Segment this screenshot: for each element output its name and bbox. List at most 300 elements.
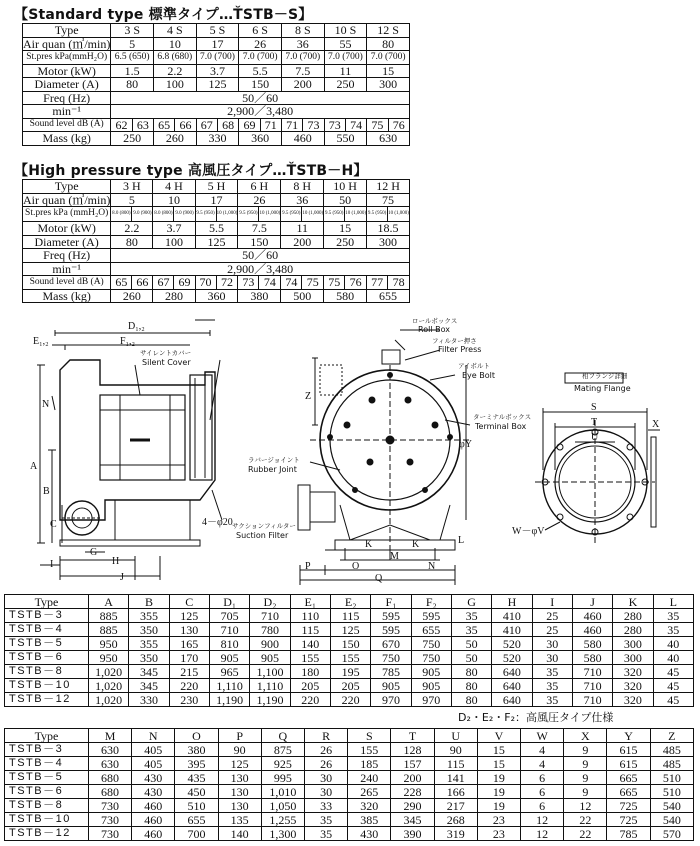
table-cell: 485 <box>650 743 693 757</box>
table-cell: 705 <box>209 609 249 623</box>
front-view <box>298 330 470 585</box>
column-header: N <box>132 729 175 743</box>
table-cell: 68 <box>217 118 238 132</box>
table-cell: 460 <box>132 813 175 827</box>
table-cell: 260 <box>153 132 196 146</box>
column-header: Type <box>5 595 89 609</box>
table-cell: 350 <box>129 623 169 637</box>
table-cell: 125 <box>169 609 209 623</box>
row-label: TSTB－3 <box>5 743 89 757</box>
table-row <box>5 637 694 651</box>
table-cell: 405 <box>132 743 175 757</box>
table-cell: 580 <box>572 637 612 651</box>
dim-f1-label: F₁,₂ <box>120 336 136 347</box>
table-cell: 7.5 <box>238 222 281 236</box>
table-cell: 170 <box>169 651 209 665</box>
row-label: Motor (kW) <box>23 64 111 78</box>
table-cell: 1,100 <box>250 665 290 679</box>
table-cell: 700 <box>175 827 218 841</box>
column-header: R <box>305 729 348 743</box>
table-cell: 330 <box>129 693 169 707</box>
dim-s-label: S <box>591 402 597 413</box>
table-cell: 395 <box>175 757 218 771</box>
dim-z-label: Z <box>305 391 312 402</box>
table-cell: 30 <box>532 637 572 651</box>
table-cell: 195 <box>330 665 370 679</box>
table-cell: 710 <box>250 609 290 623</box>
table-cell: 280 <box>153 289 195 303</box>
dim-o-label: O <box>352 561 360 572</box>
column-header: F₂ <box>411 595 451 609</box>
table-cell: 128 <box>391 743 434 757</box>
row-label: Mass (kg) <box>23 132 111 146</box>
table-cell: 320 <box>613 693 653 707</box>
table-cell: 320 <box>348 799 391 813</box>
table-cell: 665 <box>607 771 650 785</box>
table-cell: 460 <box>572 623 612 637</box>
table-cell: 25 <box>532 623 572 637</box>
table-cell: 140 <box>290 637 330 651</box>
table-cell: 10 (1,000) <box>388 207 410 222</box>
table-cell: 15 <box>477 757 520 771</box>
suction-filter-label: Suction Filter <box>236 531 289 540</box>
column-header: K <box>613 595 653 609</box>
table-cell: 80 <box>111 235 153 249</box>
column-header: M <box>88 729 131 743</box>
table-cell: 12 <box>521 827 564 841</box>
table-cell: 115 <box>290 623 330 637</box>
table-cell: 100 <box>153 235 195 249</box>
table-cell: 430 <box>132 771 175 785</box>
table-cell: 75 <box>302 276 324 290</box>
table-cell: 17 <box>195 193 238 207</box>
table-cell: 300 <box>613 651 653 665</box>
row-label: Mass (kg) <box>23 289 111 303</box>
standard-heading: 【Standard type 標準タイプ…ŤSTB－S】 <box>14 7 313 23</box>
dim-g-label: G <box>90 547 98 558</box>
table-cell: 7.0 (700) <box>196 51 239 65</box>
dim-t-label: T <box>591 417 598 428</box>
table-cell: 360 <box>195 289 238 303</box>
table-cell: 885 <box>88 623 128 637</box>
row-label: Diameter (A) <box>23 78 111 92</box>
table-cell: 435 <box>175 771 218 785</box>
table-cell: 265 <box>348 785 391 799</box>
dim-k-left-label: K <box>365 539 373 550</box>
table-cell: 905 <box>411 665 451 679</box>
dim-x-label: X <box>652 419 660 430</box>
table-cell: 1,050 <box>261 799 304 813</box>
table-cell: 10 S <box>324 24 367 38</box>
table-cell: 9.5 (950) <box>324 207 345 222</box>
table-cell: 810 <box>209 637 249 651</box>
row-label: TSTB－6 <box>5 651 89 665</box>
table-cell: 50 <box>451 651 491 665</box>
table-cell: 65 <box>153 118 174 132</box>
table-cell: 380 <box>238 289 281 303</box>
table-cell: 615 <box>607 757 650 771</box>
dim-u-label: U <box>591 432 599 443</box>
table-cell: 69 <box>174 276 195 290</box>
row-label: TSTB－12 <box>5 827 89 841</box>
table-cell: 1,255 <box>261 813 304 827</box>
table-cell: 15 <box>324 222 367 236</box>
dim-h-label: H <box>112 556 120 567</box>
row-label: TSTB－3 <box>5 609 89 623</box>
table-cell: 9.5 (950) <box>281 207 302 222</box>
rubber-joint-label: Rubber Joint <box>248 465 297 474</box>
table-cell: 1,190 <box>209 693 249 707</box>
table-cell: 655 <box>411 623 451 637</box>
table-cell: 1,020 <box>88 679 128 693</box>
row-label: Freq (Hz) <box>23 91 111 105</box>
table-cell: 140 <box>218 827 261 841</box>
table-cell: 300 <box>367 235 410 249</box>
table-cell: 9.0 (900) <box>174 207 195 222</box>
table-cell: 217 <box>434 799 477 813</box>
table-cell: 22 <box>564 813 607 827</box>
row-label: min⁻¹ <box>23 262 111 276</box>
dim-l-label: L <box>458 535 465 546</box>
table-cell: 10 <box>153 193 195 207</box>
row-label: TSTB－5 <box>5 771 89 785</box>
table-cell: 905 <box>209 651 249 665</box>
column-header: A <box>88 595 128 609</box>
table-cell: 500 <box>281 289 324 303</box>
table-cell: 2,900／3,480 <box>111 105 410 119</box>
table-cell: 905 <box>371 679 411 693</box>
table-cell: 55 <box>324 37 367 51</box>
table-cell: 71 <box>281 118 302 132</box>
column-header: V <box>477 729 520 743</box>
table-cell: 73 <box>303 118 324 132</box>
table-cell: 5.5 <box>239 64 282 78</box>
dim-c-label: C <box>50 519 57 530</box>
dim-a-label: A <box>30 461 38 472</box>
table-cell: 540 <box>650 799 693 813</box>
table-cell: 150 <box>330 637 370 651</box>
table-cell: 595 <box>371 623 411 637</box>
table-cell: 460 <box>132 799 175 813</box>
table-cell: 76 <box>388 118 409 132</box>
table-cell: 510 <box>175 799 218 813</box>
table-cell: 75 <box>367 193 410 207</box>
table-cell: 115 <box>330 609 370 623</box>
table-cell: 155 <box>290 651 330 665</box>
table-cell: 50 <box>451 637 491 651</box>
table-cell: 290 <box>391 799 434 813</box>
table-cell: 150 <box>239 78 282 92</box>
table-cell: 19 <box>477 799 520 813</box>
table-cell: 155 <box>348 743 391 757</box>
row-label: Motor (kW) <box>23 222 111 236</box>
table-cell: 550 <box>324 132 367 146</box>
table-cell: 205 <box>330 679 370 693</box>
table-cell: 7.0 (700) <box>281 51 324 65</box>
table-cell: 2.2 <box>153 64 196 78</box>
table-cell: 655 <box>367 289 410 303</box>
dimension-table-2 <box>4 728 694 841</box>
table-cell: 63 <box>132 118 153 132</box>
table-cell: 35 <box>305 827 348 841</box>
column-header: G <box>451 595 491 609</box>
table-cell: 330 <box>196 132 239 146</box>
table-cell: 9 <box>564 771 607 785</box>
column-header: T <box>391 729 434 743</box>
column-header: W <box>521 729 564 743</box>
column-header: Z <box>650 729 693 743</box>
column-header: H <box>492 595 532 609</box>
table-cell: 166 <box>434 785 477 799</box>
table-cell: 125 <box>196 78 239 92</box>
table-cell: 520 <box>492 637 532 651</box>
table-cell: 319 <box>434 827 477 841</box>
table-cell: 510 <box>650 771 693 785</box>
table-cell: 1,190 <box>250 693 290 707</box>
table-cell: 4 S <box>153 24 196 38</box>
table-cell: 665 <box>607 785 650 799</box>
table-cell: 750 <box>411 651 451 665</box>
silent-cover-label: Silent Cover <box>142 358 191 367</box>
table-cell: 670 <box>371 637 411 651</box>
table-cell: 150 <box>238 235 281 249</box>
table-cell: 485 <box>650 757 693 771</box>
table-cell: 45 <box>653 693 693 707</box>
table-cell: 228 <box>391 785 434 799</box>
table-cell: 45 <box>653 679 693 693</box>
table-cell: 6 <box>521 785 564 799</box>
high-heading: 【High pressure type 高風圧タイプ…ŤSTB－H】 <box>14 163 368 179</box>
table-cell: 10 (1,000) <box>345 207 367 222</box>
eye-bolt-jp-label: アイボルト <box>458 362 490 370</box>
table-cell: 300 <box>367 78 410 92</box>
table-cell: 12 S <box>367 24 410 38</box>
table-cell: 410 <box>492 623 532 637</box>
table-cell: 11 <box>324 64 367 78</box>
table-cell: 3.7 <box>153 222 195 236</box>
table-cell: 26 <box>238 193 281 207</box>
table-cell: 680 <box>88 785 131 799</box>
table-row <box>5 757 694 771</box>
table-cell: 80 <box>111 78 154 92</box>
row-label: Air quan (㎥/min) <box>23 192 111 207</box>
table-cell: 74 <box>345 118 366 132</box>
table-cell: 725 <box>607 813 650 827</box>
table-cell: 520 <box>492 651 532 665</box>
table-cell: 5 <box>111 193 153 207</box>
table-cell: 115 <box>434 757 477 771</box>
table-cell: 8.0 (800) <box>111 207 132 222</box>
table-cell: 785 <box>607 827 650 841</box>
roll-box-jp-label: ロールボックス <box>412 317 458 325</box>
table-cell: 26 <box>239 37 282 51</box>
table-cell: 355 <box>129 609 169 623</box>
table-cell: 30 <box>532 651 572 665</box>
table-cell: 19 <box>477 771 520 785</box>
table-cell: 8 H <box>281 180 324 194</box>
table-cell: 73 <box>238 276 259 290</box>
table-cell: 580 <box>572 651 612 665</box>
mating-flange-view <box>535 373 660 545</box>
table-cell: 130 <box>218 771 261 785</box>
table-cell: 125 <box>218 757 261 771</box>
table-cell: 35 <box>532 679 572 693</box>
table-cell: 10 (1,000) <box>216 207 238 222</box>
rubber-joint-jp-label: ラバージョイント <box>248 456 300 464</box>
table-cell: 280 <box>613 609 653 623</box>
table-cell: 40 <box>653 637 693 651</box>
side-view <box>37 320 222 580</box>
table-cell: 220 <box>330 693 370 707</box>
table-cell: 2,900／3,480 <box>111 262 410 276</box>
dim-i-label: I <box>50 559 54 570</box>
table-cell: 8.0 (800) <box>153 207 174 222</box>
mating-flange-jp-label: 相フランジ詳細 <box>582 372 628 380</box>
table-cell: 3 S <box>111 24 154 38</box>
table-cell: 90 <box>434 743 477 757</box>
row-label: TSTB－8 <box>5 665 89 679</box>
table-cell: 630 <box>88 743 131 757</box>
table-cell: 615 <box>607 743 650 757</box>
table-cell: 460 <box>281 132 324 146</box>
row-label: St.pres kPa(mmH₂O) <box>23 51 111 65</box>
table-cell: 950 <box>88 637 128 651</box>
table-cell: 205 <box>290 679 330 693</box>
table-cell: 157 <box>391 757 434 771</box>
table-cell: 1,110 <box>250 679 290 693</box>
table-cell: 35 <box>451 609 491 623</box>
column-header: Y <box>607 729 650 743</box>
table-cell: 22 <box>564 827 607 841</box>
table-row <box>5 771 694 785</box>
table-cell: 4 <box>521 743 564 757</box>
table-cell: 385 <box>348 813 391 827</box>
row-label: TSTB－4 <box>5 757 89 771</box>
table-cell: 460 <box>572 609 612 623</box>
table-cell: 750 <box>411 637 451 651</box>
table-cell: 73 <box>324 118 345 132</box>
filter-press-label: Filter Press <box>438 345 482 354</box>
table-cell: 135 <box>218 813 261 827</box>
table-cell: 250 <box>111 132 154 146</box>
table-cell: 268 <box>434 813 477 827</box>
table-cell: 80 <box>451 665 491 679</box>
column-header: X <box>564 729 607 743</box>
table-cell: 655 <box>175 813 218 827</box>
row-label: TSTB－8 <box>5 799 89 813</box>
table-cell: 141 <box>434 771 477 785</box>
table-cell: 6 H <box>238 180 281 194</box>
table-cell: 460 <box>132 827 175 841</box>
table-cell: 67 <box>153 276 174 290</box>
table-row <box>5 729 694 743</box>
row-label: Sound level dB (A) <box>23 276 111 290</box>
table-cell: 965 <box>209 665 249 679</box>
row-label: Type <box>23 180 111 194</box>
table-cell: 23 <box>477 827 520 841</box>
hole-spec-label: 4－φ20 <box>202 517 233 528</box>
column-header: J <box>572 595 612 609</box>
table-cell: 70 <box>195 276 216 290</box>
table-cell: 4 H <box>153 180 195 194</box>
table-cell: 9 <box>564 757 607 771</box>
table-cell: 1,010 <box>261 785 304 799</box>
table-cell: 125 <box>330 623 370 637</box>
table-cell: 75 <box>367 118 388 132</box>
table-cell: 725 <box>607 799 650 813</box>
table-cell: 995 <box>261 771 304 785</box>
table-cell: 8 S <box>281 24 324 38</box>
table-cell: 710 <box>572 693 612 707</box>
table-cell: 630 <box>367 132 410 146</box>
row-label: TSTB－12 <box>5 693 89 707</box>
table-cell: 5 H <box>195 180 238 194</box>
table-row <box>5 665 694 679</box>
table-cell: 9 <box>564 743 607 757</box>
table-cell: 710 <box>572 679 612 693</box>
table-cell: 110 <box>290 609 330 623</box>
table-cell: 6.5 (650) <box>111 51 154 65</box>
table-cell: 71 <box>260 118 281 132</box>
table-cell: 730 <box>88 813 131 827</box>
table-cell: 30 <box>305 771 348 785</box>
table-cell: 130 <box>218 785 261 799</box>
table-row <box>5 827 694 841</box>
column-header: P <box>218 729 261 743</box>
table-row <box>5 743 694 757</box>
table-row <box>5 693 694 707</box>
table-cell: 80 <box>451 679 491 693</box>
table-cell: 50 <box>324 193 367 207</box>
table-cell: 5 <box>111 37 154 51</box>
table-cell: 250 <box>324 235 367 249</box>
table-cell: 900 <box>250 637 290 651</box>
dim-y-label: φY <box>459 439 472 450</box>
table-cell: 66 <box>175 118 196 132</box>
table-cell: 405 <box>132 757 175 771</box>
table-cell: 9.5 (950) <box>238 207 259 222</box>
table-cell: 18.5 <box>367 222 410 236</box>
table-cell: 640 <box>492 693 532 707</box>
table-cell: 350 <box>129 651 169 665</box>
table-cell: 250 <box>324 78 367 92</box>
row-label: TSTB－10 <box>5 679 89 693</box>
column-header: U <box>434 729 477 743</box>
table-cell: 300 <box>613 637 653 651</box>
table-cell: 90 <box>218 743 261 757</box>
table-cell: 72 <box>216 276 238 290</box>
table-cell: 69 <box>239 118 260 132</box>
row-label: min⁻¹ <box>23 105 111 119</box>
table-cell: 130 <box>169 623 209 637</box>
table-cell: 970 <box>371 693 411 707</box>
table-cell: 10 <box>153 37 196 51</box>
column-header: D₁ <box>209 595 249 609</box>
table-cell: 185 <box>348 757 391 771</box>
table-cell: 390 <box>391 827 434 841</box>
table-cell: 23 <box>477 813 520 827</box>
table-cell: 200 <box>281 235 324 249</box>
table-cell: 6 S <box>239 24 282 38</box>
holes-v-label: W－φV <box>512 526 545 537</box>
table-cell: 630 <box>88 757 131 771</box>
table-cell: 30 <box>305 785 348 799</box>
dim-p-label: P <box>305 561 311 572</box>
table-cell: 67 <box>196 118 217 132</box>
table-cell: 345 <box>129 679 169 693</box>
table-cell: 595 <box>371 609 411 623</box>
table-cell: 220 <box>290 693 330 707</box>
